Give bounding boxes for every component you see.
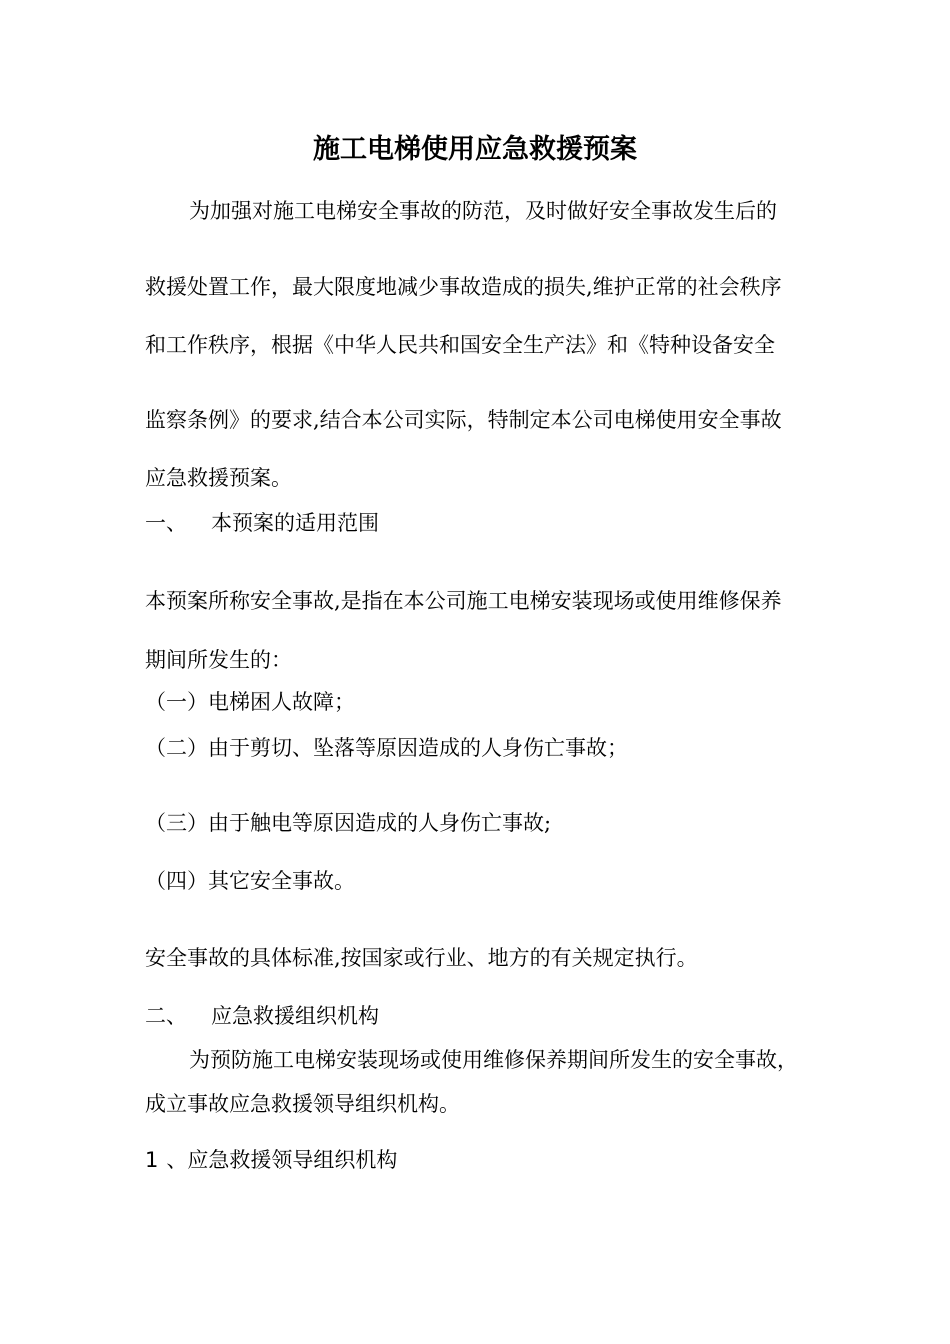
intro-line-2: 救援处置工作，最大限度地减少事故造成的损失,维护正常的社会秩序: [145, 275, 782, 299]
document-title: 施工电梯使用应急救援预案: [313, 134, 637, 165]
intro-line-3: 和工作秩序，根据《中华人民共和国安全生产法》和《特种设备安全: [145, 333, 775, 357]
section-1-para-line-1: 本预案所称安全事故,是指在本公司施工电梯安装现场或使用维修保养: [145, 589, 782, 613]
intro-line-4: 监察条例》的要求,结合本公司实际，特制定本公司电梯使用安全事故: [145, 408, 782, 432]
section-1-number: 一、: [145, 511, 187, 535]
subsection-1-title: 、应急救援领导组织机构: [166, 1148, 398, 1172]
section-2-heading: [145, 1006, 379, 1027]
intro-line-1: 为加强对施工电梯安全事故的防范，及时做好安全事故发生后的: [189, 199, 777, 223]
section-2-para-line-2: 成立事故应急救援领导组织机构。: [145, 1092, 460, 1116]
section-1-title: 本预案的适用范围: [211, 511, 379, 535]
section-1-standard: 安全事故的具体标准,按国家或行业、地方的有关规定执行。: [145, 946, 698, 970]
list-item-2: （二）由于剪切、坠落等原因造成的人身伤亡事故；: [145, 736, 628, 760]
section-1-para-line-2: 期间所发生的：: [145, 648, 292, 672]
list-item-4: （四）其它安全事故。: [145, 869, 355, 893]
subsection-1-heading: [145, 1150, 397, 1171]
intro-line-5: 应急救援预案。: [145, 466, 292, 490]
subsection-1-number: 1: [145, 1148, 159, 1172]
section-2-title: 应急救援组织机构: [211, 1004, 379, 1028]
section-1-heading: [145, 513, 379, 534]
section-2-para-line-1: 为预防施工电梯安装现场或使用维修保养期间所发生的安全事故，: [189, 1048, 798, 1072]
section-2-number: 二、: [145, 1004, 187, 1028]
list-item-1: （一）电梯困人故障；: [145, 690, 355, 714]
list-item-3: （三）由于触电等原因造成的人身伤亡事故;: [145, 811, 552, 835]
